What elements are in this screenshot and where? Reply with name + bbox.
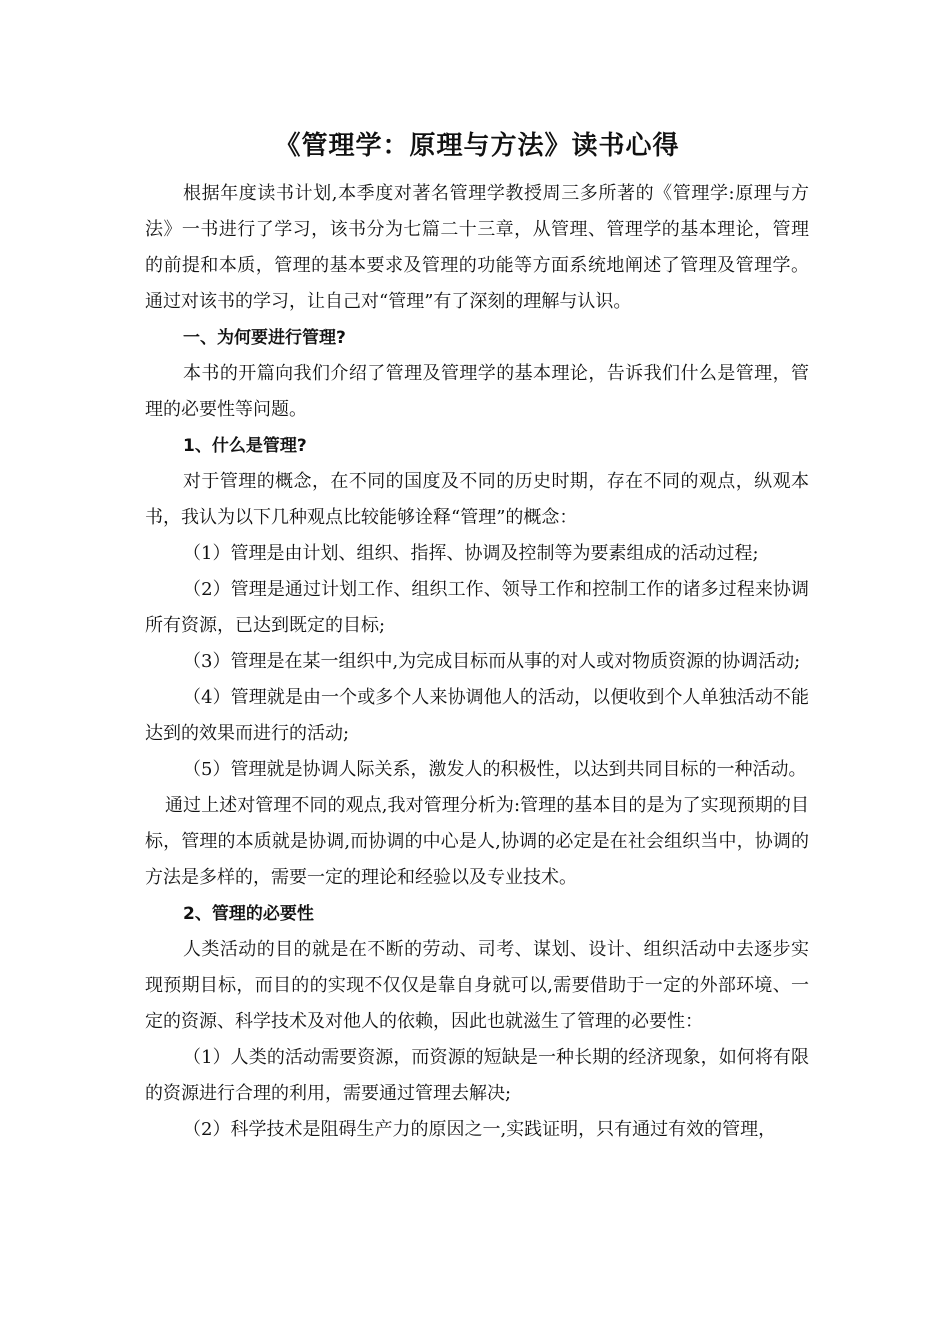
paragraph-intro: 根据年度读书计划,本季度对著名管理学教授周三多所著的《管理学:原理与方法》一书进行了学习，该书分为七篇二十三章，从管理、管理学的基本理论，管理的前提和本质，管理的基本要求及管理的功能等方面系统地阐述了管理及管理学。通过对该书的学习，让自己对“管理”有了深刻的理解与认识。	[145, 183, 809, 312]
list-item-definition-1: （1）管理是由计划、组织、指挥、协调及控制等为要素组成的活动过程;	[183, 543, 759, 564]
paragraph-overview: 本书的开篇向我们介绍了管理及管理学的基本理论，告诉我们什么是管理，管理的必要性等问题。	[145, 363, 809, 420]
paragraph-concept: 对于管理的概念，在不同的国度及不同的历史时期，存在不同的观点，纵观本书，我认为以下几种观点比较能够诠释“管理”的概念：	[145, 471, 809, 528]
list-item-necessity-2: （2）科学技术是阻碍生产力的原因之一,实践证明，只有通过有效的管理，	[183, 1119, 777, 1140]
list-item-necessity-1: （1）人类的活动需要资源，而资源的短缺是一种长期的经济现象，如何将有限的资源进行合理的利用，需要通过管理去解决;	[145, 1047, 809, 1104]
section-heading-why-manage: 一、为何要进行管理?	[183, 328, 346, 348]
list-item-definition-5: （5）管理就是协调人际关系，激发人的积极性，以达到共同目标的一种活动。	[183, 759, 807, 780]
subsection-heading-what-is-management: 1、什么是管理?	[183, 436, 307, 456]
subsection-heading-necessity: 2、管理的必要性	[183, 904, 314, 924]
document-title: 《管理学：原理与方法》读书心得	[274, 131, 680, 161]
list-item-definition-4: （4）管理就是由一个或多个人来协调他人的活动，以便收到个人单独活动不能达到的效果而进行的活动;	[145, 687, 809, 744]
list-item-definition-3: （3）管理是在某一组织中,为完成目标而从事的对人或对物质资源的协调活动;	[183, 651, 801, 672]
list-item-definition-2: （2）管理是通过计划工作、组织工作、领导工作和控制工作的诸多过程来协调所有资源，已达到既定的目标;	[145, 579, 809, 636]
paragraph-analysis: 通过上述对管理不同的观点,我对管理分析为:管理的基本目的是为了实现预期的目标，管理的本质就是协调,而协调的中心是人,协调的必定是在社会组织当中，协调的方法是多样的，需要一定的理论和经验以及专业技术。	[145, 795, 809, 888]
document-page	[145, 126, 809, 1148]
paragraph-necessity: 人类活动的目的就是在不断的劳动、司考、谋划、设计、组织活动中去逐步实现预期目标，而目的的实现不仅仅是靠自身就可以,需要借助于一定的外部环境、一定的资源、科学技术及对他人的依赖，因此也就滋生了管理的必要性：	[145, 939, 809, 1032]
